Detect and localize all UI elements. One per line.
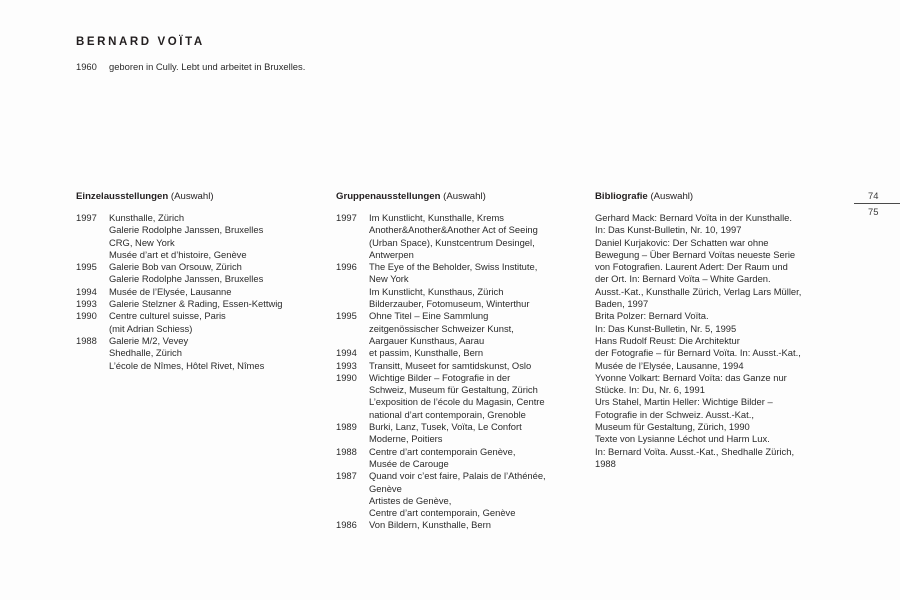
entry-line: L’exposition de l’école du Magasin, Centre: [369, 396, 545, 408]
bibliography-line: Daniel Kurjakovic: Der Schatten war ohne: [595, 236, 769, 248]
entry-lines: [109, 335, 331, 372]
entry-line: Centre culturel suisse, Paris: [109, 310, 226, 322]
bibliography-entry: [595, 237, 845, 311]
bibliography-line: Hans Rudolf Reust: Die Architektur: [595, 334, 740, 346]
page-title: BERNARD VOÏTA: [76, 36, 205, 48]
column-bibliografie: [595, 190, 845, 470]
biography-text: geboren in Cully. Lebt und arbeitet in Bruxelles.: [109, 61, 306, 72]
exhibition-entry: [336, 470, 591, 519]
entry-line: Schweiz, Museum für Gestaltung, Zürich: [369, 384, 538, 396]
entry-year: 1993: [76, 298, 97, 310]
folio-right-page: 75: [868, 206, 879, 217]
entry-line: Im Kunstlicht, Kunsthaus, Zürich: [369, 285, 504, 297]
entry-line: Ohne Titel – Eine Sammlung: [369, 310, 489, 322]
entry-lines: [109, 261, 331, 286]
entry-lines: [369, 310, 591, 347]
entry-year: 1995: [76, 261, 97, 273]
entry-line: Shedhalle, Zürich: [109, 347, 182, 359]
entry-lines: [369, 470, 591, 519]
exhibition-entry: [76, 298, 331, 310]
column-gruppenausstellungen: [336, 190, 591, 532]
column-body: [336, 212, 591, 532]
entry-year: 1993: [336, 359, 357, 371]
column-heading-note: (Auswahl): [443, 191, 486, 202]
entry-lines: [109, 212, 331, 261]
entry-line: Im Kunstlicht, Kunsthalle, Krems: [369, 212, 504, 223]
entry-year: 1996: [336, 261, 357, 273]
bibliography-entry: [595, 335, 845, 372]
entry-year: 1990: [336, 371, 357, 383]
exhibition-entry: [336, 347, 591, 359]
entry-line: Galerie M/2, Vevey: [109, 334, 189, 346]
biography-year: 1960: [76, 61, 97, 72]
entry-year: 1997: [76, 212, 97, 223]
page-folio: [854, 189, 900, 218]
entry-lines: [109, 298, 331, 310]
bibliography-line: Yvonne Volkart: Bernard Voïta: das Ganze nur: [595, 371, 787, 383]
column-heading-bibliografie: [595, 190, 845, 203]
entry-line: Artistes de Genève,: [369, 494, 452, 506]
entry-line: Wichtige Bilder – Fotografie in der: [369, 371, 511, 383]
bibliography-line: Texte von Lysianne Léchot und Harm Lux.: [595, 433, 770, 445]
bibliography-line: Fotografie in der Schweiz. Ausst.-Kat.,: [595, 408, 754, 420]
column-heading-title: Bibliografie: [595, 191, 648, 202]
bibliography-entry: [595, 372, 845, 397]
exhibition-entry: [76, 286, 331, 298]
entry-lines: [369, 261, 591, 310]
bibliography-line: Museum für Gestaltung, Zürich, 1990: [595, 421, 750, 433]
bibliography-line: Stücke. In: Du, Nr. 6, 1991: [595, 384, 705, 396]
entry-line: The Eye of the Beholder, Swiss Institute,: [369, 261, 538, 273]
bibliography-line: Brita Polzer: Bernard Voïta.: [595, 310, 709, 322]
entry-line: CRG, New York: [109, 236, 175, 248]
exhibition-entry: [76, 212, 331, 261]
entry-lines: [369, 446, 591, 471]
entry-line: Musée d’art et d’histoire, Genève: [109, 248, 247, 260]
exhibition-entry: [336, 519, 591, 531]
entry-line: Moderne, Poitiers: [369, 433, 443, 445]
entry-lines: [369, 519, 591, 531]
bibliography-entry: [595, 433, 845, 470]
entry-line: Galerie Stelzner & Rading, Essen-Kettwig: [109, 298, 283, 310]
entry-line: zeitgenössischer Schweizer Kunst,: [369, 322, 514, 334]
entry-line: Galerie Rodolphe Janssen, Bruxelles: [109, 273, 264, 285]
column-einzelausstellungen: [76, 190, 331, 372]
entry-line: Centre d’art contemporain Genève,: [369, 445, 516, 457]
bibliography-line: Baden, 1997: [595, 298, 649, 310]
entry-year: 1987: [336, 470, 357, 482]
entry-year: 1994: [336, 347, 357, 359]
entry-line: national d’art contemporain, Grenoble: [369, 408, 526, 420]
entry-line: Another&Another&Another Act of Seeing: [369, 224, 538, 236]
bibliography-line: In: Bernard Voïta. Ausst.-Kat., Shedhalle Zürich,: [595, 445, 795, 457]
exhibition-entry: [336, 310, 591, 347]
entry-line: Transitt, Museet for samtidskunst, Oslo: [369, 359, 532, 371]
column-body: [595, 212, 845, 470]
entry-line: Musée de Carouge: [369, 457, 449, 469]
entry-year: 1988: [76, 334, 97, 346]
bibliography-entry: [595, 396, 845, 433]
entry-line: New York: [369, 273, 409, 285]
exhibition-entry: [76, 310, 331, 335]
column-heading-title: Gruppenausstellungen: [336, 191, 441, 202]
biography-line: [76, 61, 305, 73]
bibliography-line: Bewegung – Über Bernard Voïtas neueste Serie: [595, 248, 796, 260]
bibliography-line: Musée de l’Elysée, Lausanne, 1994: [595, 359, 744, 371]
column-body: [76, 212, 331, 372]
entry-year: 1988: [336, 445, 357, 457]
entry-year: 1997: [336, 212, 357, 223]
column-heading-gruppenausstellungen: [336, 190, 591, 203]
entry-lines: [369, 347, 591, 359]
entry-line: Aargauer Kunsthaus, Aarau: [369, 334, 485, 346]
folio-divider: [854, 203, 900, 204]
entry-line: Kunsthalle, Zürich: [109, 212, 185, 223]
entry-line: Quand voir c’est faire, Palais de l’Athénée,: [369, 470, 546, 482]
entry-line: (mit Adrian Schiess): [109, 322, 193, 334]
bibliography-line: der Ort. In: Bernard Voïta – White Garden.: [595, 273, 771, 285]
bibliography-line: Ausst.-Kat., Kunsthalle Zürich, Verlag Lars Müller,: [595, 285, 802, 297]
exhibition-entry: [336, 212, 591, 261]
entry-year: 1995: [336, 310, 357, 322]
entry-line: Burki, Lanz, Tusek, Voïta, Le Confort: [369, 421, 522, 433]
bibliography-line: Urs Stahel, Martin Heller: Wichtige Bilder –: [595, 396, 773, 408]
column-heading-einzelausstellungen: [76, 190, 331, 203]
bibliography-entry: [595, 212, 845, 237]
exhibition-entry: [76, 335, 331, 372]
entry-line: Bilderzauber, Fotomuseum, Winterthur: [369, 298, 530, 310]
bibliography-line: In: Das Kunst-Bulletin, Nr. 5, 1995: [595, 322, 737, 334]
exhibition-entry: [336, 372, 591, 421]
entry-lines: [369, 421, 591, 446]
bibliography-line: Gerhard Mack: Bernard Voïta in der Kunsthalle.: [595, 212, 792, 223]
exhibition-entry: [336, 360, 591, 372]
exhibition-entry: [336, 446, 591, 471]
bibliography-line: 1988: [595, 457, 616, 469]
entry-lines: [369, 372, 591, 421]
entry-lines: [369, 212, 591, 261]
entry-year: 1994: [76, 285, 97, 297]
bibliography-entry: [595, 310, 845, 335]
entry-line: Genève: [369, 482, 402, 494]
entry-line: Von Bildern, Kunsthalle, Bern: [369, 519, 491, 531]
exhibition-entry: [76, 261, 331, 286]
entry-line: L’école de Nîmes, Hôtel Rivet, Nîmes: [109, 359, 265, 371]
bibliography-line: der Fotografie – für Bernard Voïta. In: Ausst.-Kat.,: [595, 347, 801, 359]
entry-lines: [109, 286, 331, 298]
entry-line: Musée de l’Elysée, Lausanne: [109, 285, 232, 297]
entry-lines: [109, 310, 331, 335]
column-heading-note: (Auswahl): [650, 191, 694, 202]
entry-line: Centre d’art contemporain, Genève: [369, 507, 516, 519]
exhibition-entry: [336, 261, 591, 310]
folio-left-page: 74: [868, 190, 879, 201]
entry-lines: [369, 360, 591, 372]
entry-line: Antwerpen: [369, 248, 414, 260]
bibliography-line: von Fotografien. Laurent Adert: Der Raum und: [595, 261, 788, 273]
entry-line: Galerie Rodolphe Janssen, Bruxelles: [109, 224, 264, 236]
bibliography-line: In: Das Kunst-Bulletin, Nr. 10, 1997: [595, 224, 742, 236]
column-heading-note: (Auswahl): [170, 191, 214, 202]
column-heading-title: Einzelausstellungen: [76, 191, 169, 202]
entry-year: 1986: [336, 519, 357, 531]
exhibition-entry: [336, 421, 591, 446]
entry-year: 1989: [336, 421, 357, 433]
entry-line: (Urban Space), Kunstcentrum Desingel,: [369, 236, 535, 248]
entry-line: et passim, Kunsthalle, Bern: [369, 347, 484, 359]
entry-line: Galerie Bob van Orsouw, Zürich: [109, 261, 242, 273]
entry-year: 1990: [76, 310, 97, 322]
